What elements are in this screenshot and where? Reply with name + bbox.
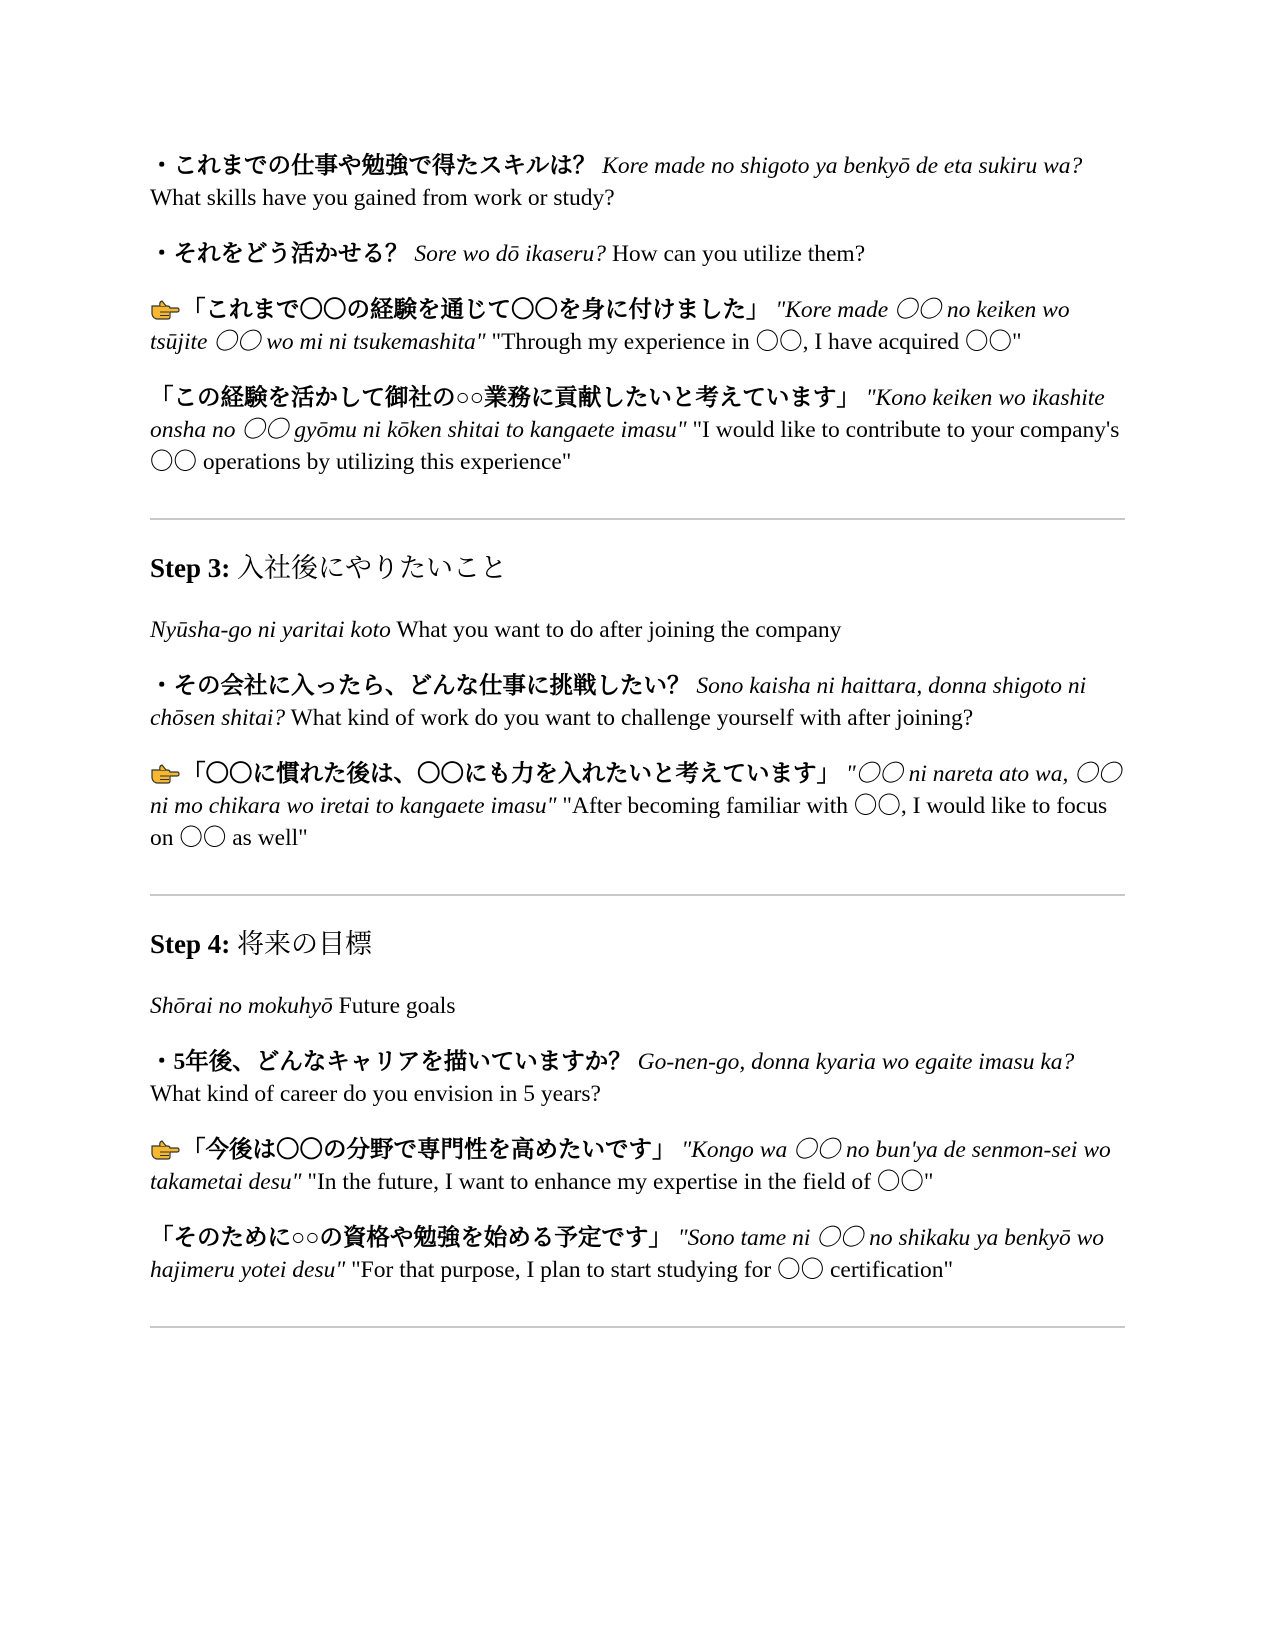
example-en: "In the future, I want to enhance my expertise in the field of 〇〇" [307,1169,934,1195]
example-phrase [150,294,1125,358]
example-en: "Through my experience in 〇〇, I have acquired 〇〇" [491,329,1022,355]
section-divider [150,1326,1125,1328]
example-romaji: "Kongo wa 〇〇 no bun'ya de senmon-sei wo takametai desu" [150,1137,1111,1195]
step-label: Step 4: [150,929,231,959]
pointing-hand-icon [150,298,180,320]
section-divider [150,894,1125,896]
question-jp: ・それをどう活かせる？ [150,241,409,267]
question-career [150,1046,1125,1110]
document-page [150,150,1125,1358]
step-subtitle [150,990,1125,1022]
question-jp: ・これまでの仕事や勉強で得たスキルは？ [150,153,597,179]
example-phrase [150,758,1125,854]
example-romaji: "Kore made 〇〇 no keiken wo tsūjite 〇〇 wo mi ni tsukemashita" [150,297,1070,355]
example-jp: 「これまで〇〇の経験を通じて〇〇を身に付けました」 [182,297,770,323]
example-en: "I would like to contribute to your company's 〇〇 operations by utilizing this experience" [150,417,1120,475]
example-jp: 「〇〇に慣れた後は、〇〇にも力を入れたいと考えています」 [182,761,840,787]
question-skills [150,150,1125,214]
step-heading [150,550,1125,586]
example-phrase [150,1134,1125,1198]
example-romaji: "Kono keiken wo ikashite onsha no 〇〇 gyōmu ni kōken shitai to kangaete imasu" [150,385,1105,443]
example-en: "After becoming familiar with 〇〇, I would like to focus on 〇〇 as well" [150,793,1108,851]
question-romaji: Sono kaisha ni haittara, donna shigoto ni chōsen shitai? [150,673,1087,731]
question-challenge [150,670,1125,734]
step-subtitle [150,614,1125,646]
step-label: Step 3: [150,553,231,583]
question-jp: ・その会社に入ったら、どんな仕事に挑戦したい？ [150,673,691,699]
pointing-hand-icon [150,762,180,784]
step-title: 将来の目標 [237,929,372,959]
example-jp: 「今後は〇〇の分野で専門性を高めたいです」 [182,1137,676,1163]
subtitle-romaji: Nyūsha-go ni yaritai koto [150,617,391,643]
question-romaji: Sore wo dō ikaseru? [414,241,607,267]
pointing-hand-icon [150,1138,180,1160]
section-divider [150,518,1125,520]
question-en: What kind of career do you envision in 5 years? [150,1081,601,1107]
step-heading [150,926,1125,962]
subtitle-romaji: Shōrai no mokuhyō [150,993,333,1019]
subtitle-en: What you want to do after joining the company [396,617,842,643]
question-romaji: Go-nen-go, donna kyaria wo egaite imasu ka? [637,1049,1075,1075]
subtitle-en: Future goals [338,993,456,1019]
example-romaji: "Sono tame ni 〇〇 no shikaku ya benkyō wo hajimeru yotei desu" [150,1225,1105,1283]
question-en: How can you utilize them? [611,241,866,267]
question-en: What kind of work do you want to challenge yourself with after joining? [290,705,974,731]
example-phrase [150,1222,1125,1286]
question-jp: ・5年後、どんなキャリアを描いていますか？ [150,1049,632,1075]
question-utilize [150,238,1125,270]
example-romaji: "〇〇 ni nareta ato wa, 〇〇 ni mo chikara wo iretai to kangaete imasu" [150,761,1122,819]
question-en: What skills have you gained from work or study? [150,185,615,211]
example-en: "For that purpose, I plan to start studying for 〇〇 certification" [351,1257,954,1283]
example-jp: 「この経験を活かして御社の○○業務に貢献したいと考えています」 [150,385,860,411]
question-romaji: Kore made no shigoto ya benkyō de eta sukiru wa? [602,153,1083,179]
example-phrase [150,382,1125,478]
step-title: 入社後にやりたいこと [237,553,507,583]
example-jp: 「そのために○○の資格や勉強を始める予定です」 [150,1225,672,1251]
